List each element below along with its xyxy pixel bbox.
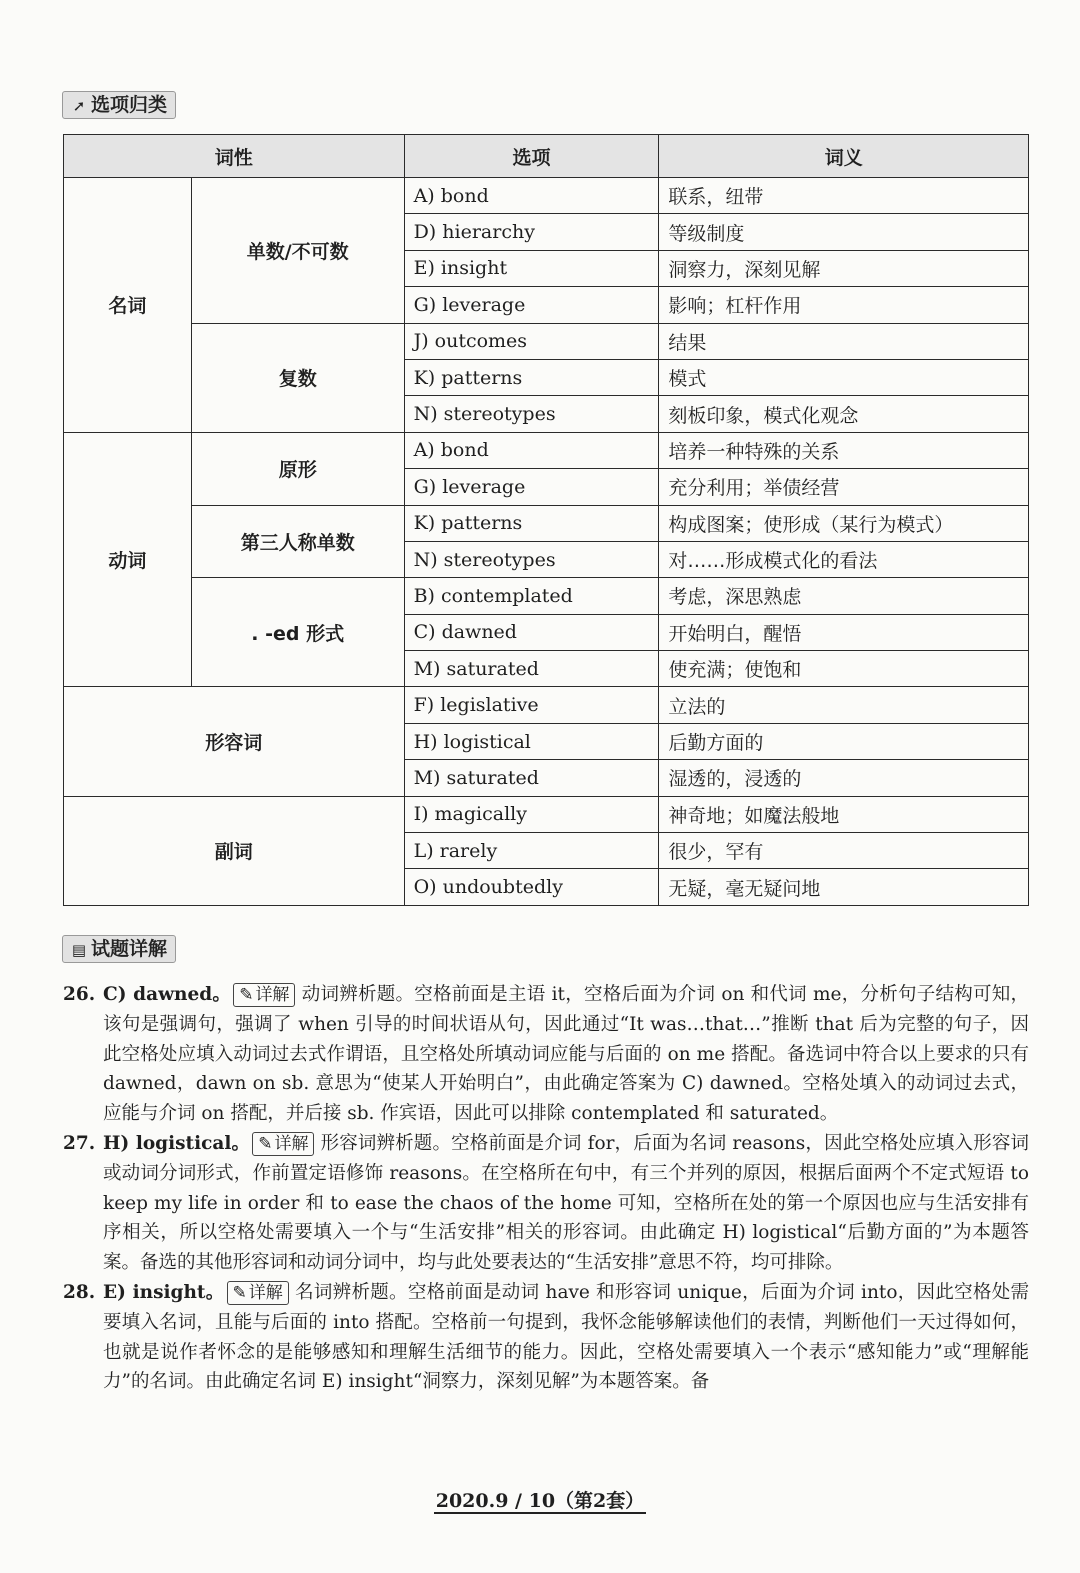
subcategory-third-person: 第三人称单数 — [191, 505, 404, 578]
table-row — [64, 578, 1029, 614]
meaning-cell: 神奇地；如魔法般地 — [659, 796, 1029, 832]
meaning-cell: 充分利用；举债经营 — [659, 469, 1029, 505]
header-option: 选项 — [404, 135, 659, 178]
meaning-cell: 结果 — [659, 323, 1029, 359]
meaning-cell: 影响；杠杆作用 — [659, 287, 1029, 323]
book-icon: ▤ — [71, 941, 87, 959]
option-cell: N) stereotypes — [404, 396, 659, 432]
meaning-cell: 后勤方面的 — [659, 723, 1029, 759]
meaning-cell: 模式 — [659, 359, 1029, 395]
option-cell: O) undoubtedly — [404, 869, 659, 905]
option-cell: J) outcomes — [404, 323, 659, 359]
meaning-cell: 使充满；使饱和 — [659, 651, 1029, 687]
category-adjective: 形容词 — [64, 687, 405, 796]
answer-label: H) logistical。 — [103, 1132, 251, 1154]
meaning-cell: 很少，罕有 — [659, 833, 1029, 869]
explanation-text: 名词辨析题。空格前面是动词 have 和形容词 unique，后面为介词 into，因此空格处需要填入名词，且能与后面的 into 搭配。空格前一句提到，我怀念能够解读他们的表情，判断他们一天过得如何，也就是说作者怀念的是能够感知和理解生活细节的能力。因此，空格处需要填入一个表示“感知能力”或“理解能力”的名词。由此确定名词 E) insight“洞察力，深刻见解”为本题答案。备 — [103, 1281, 1029, 1393]
meaning-cell: 考虑，深思熟虑 — [659, 578, 1029, 614]
option-cell: K) patterns — [404, 505, 659, 541]
page-number: 2020.9 / 10（第2套） — [435, 1490, 645, 1512]
meaning-cell: 对……形成模式化的看法 — [659, 541, 1029, 577]
table-row — [64, 323, 1029, 359]
table-row — [64, 796, 1029, 832]
subcategory-base: 原形 — [191, 432, 404, 505]
category-adverb: 副词 — [64, 796, 405, 905]
detail-badge — [227, 1281, 289, 1305]
header-pos: 词性 — [64, 135, 405, 178]
meaning-cell: 培养一种特殊的关系 — [659, 432, 1029, 468]
table-row — [64, 432, 1029, 468]
meaning-cell: 刻板印象，模式化观念 — [659, 396, 1029, 432]
meaning-cell: 联系，纽带 — [659, 178, 1029, 214]
option-cell: L) rarely — [404, 833, 659, 869]
question-number: 27. — [63, 1132, 96, 1154]
question-number: 26. — [63, 984, 96, 1005]
option-cell: C) dawned — [404, 614, 659, 650]
section-header-options — [62, 91, 176, 119]
vocabulary-table — [63, 134, 1029, 906]
category-noun: 名词 — [64, 178, 192, 433]
detail-badge — [233, 983, 295, 1007]
explanations — [63, 980, 1029, 1397]
table-row — [64, 505, 1029, 541]
question-explanation — [63, 1278, 1029, 1397]
pencil-icon: ✎ — [232, 1282, 247, 1303]
table-header-row — [64, 135, 1029, 178]
badge-label: 详解 — [274, 1133, 309, 1154]
option-cell: G) leverage — [404, 287, 659, 323]
option-cell: E) insight — [404, 250, 659, 286]
meaning-cell: 立法的 — [659, 687, 1029, 723]
subcategory-ed-form: . -ed 形式 — [191, 578, 404, 687]
subcategory-plural: 复数 — [191, 323, 404, 432]
option-cell: D) hierarchy — [404, 214, 659, 250]
option-cell: B) contemplated — [404, 578, 659, 614]
meaning-cell: 洞察力，深刻见解 — [659, 250, 1029, 286]
meaning-cell: 构成图案；使形成（某行为模式） — [659, 505, 1029, 541]
answer-label: C) dawned。 — [103, 984, 232, 1005]
question-explanation — [63, 980, 1029, 1129]
table-row — [64, 687, 1029, 723]
option-cell: G) leverage — [404, 469, 659, 505]
meaning-cell: 湿透的，浸透的 — [659, 760, 1029, 796]
badge-label: 详解 — [255, 985, 290, 1005]
meaning-cell: 等级制度 — [659, 214, 1029, 250]
table-row — [64, 178, 1029, 214]
badge-label: 详解 — [248, 1282, 283, 1303]
section-title: 选项归类 — [91, 94, 168, 116]
subcategory-uncount: 单数/不可数 — [191, 178, 404, 324]
option-cell: H) logistical — [404, 723, 659, 759]
option-cell: F) legislative — [404, 687, 659, 723]
pencil-icon: ✎ — [239, 985, 254, 1005]
section-title: 试题详解 — [91, 938, 168, 960]
section-header-explanations — [62, 935, 176, 963]
meaning-cell: 无疑，毫无疑问地 — [659, 869, 1029, 905]
answer-label: E) insight。 — [103, 1281, 225, 1303]
detail-badge — [252, 1132, 314, 1156]
category-verb: 动词 — [64, 432, 192, 687]
header-meaning: 词义 — [659, 135, 1029, 178]
option-cell: A) bond — [404, 432, 659, 468]
page-footer — [0, 1486, 1080, 1513]
option-cell: A) bond — [404, 178, 659, 214]
option-cell: N) stereotypes — [404, 541, 659, 577]
option-cell: M) saturated — [404, 651, 659, 687]
pencil-icon: ✎ — [258, 1133, 273, 1154]
meaning-cell: 开始明白，醒悟 — [659, 614, 1029, 650]
option-cell: K) patterns — [404, 359, 659, 395]
explanation-text: 形容词辨析题。空格前面是介词 for，后面为名词 reasons，因此空格处应填入形容词或动词分词形式，作前置定语修饰 reasons。在空格所在句中，有三个并列的原因，根据后面两个不定式短语 to keep my life in order 和 to ease the chaos of the home 可知，空格所在处的第一个原因也应与生活安排有序相关，所以空格处需要填入一个与“生活安排”相关的形容词。由此确定 H) logistical“后勤方面的”为本题答案。备选的其他形容词和动词分词中，均与此处要表达的“生活安排”意思不符，均可排除。 — [103, 1132, 1029, 1274]
arrow-icon: ➚ — [72, 97, 86, 115]
option-cell: M) saturated — [404, 760, 659, 796]
question-number: 28. — [63, 1281, 96, 1303]
question-explanation — [63, 1129, 1029, 1278]
explanation-text: 动词辨析题。空格前面是主语 it，空格后面为介词 on 和代词 me，分析句子结构可知，该句是强调句，强调了 when 引导的时间状语从句，因此通过“It was…that…”推断 that 后为完整的句子，因此空格处应填入动词过去式作谓语，且空格处所填动词应能与后面的 on me 搭配。备选词中符合以上要求的只有 dawned，dawn on sb. 意思为“使某人开始明白”，由此确定答案为 C) dawned。空格处填入的动词过去式，应能与介词 on 搭配，并后接 sb. 作宾语，因此可以排除 contemplated 和 saturated。 — [103, 984, 1029, 1125]
option-cell: I) magically — [404, 796, 659, 832]
